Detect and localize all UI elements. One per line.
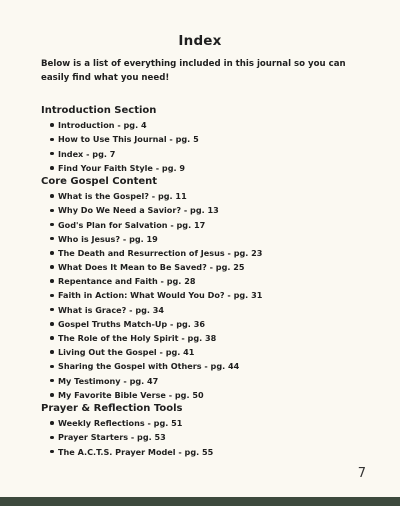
toc-entry (41, 118, 371, 132)
toc-entry (41, 416, 371, 430)
toc-entry-text: Faith in Action: What Would You Do? - pg. 31 (58, 290, 263, 301)
toc-entry (41, 147, 371, 161)
bullet-icon (50, 308, 54, 312)
page-title: Index (178, 33, 222, 49)
toc-entry (41, 303, 371, 317)
bullet-icon (50, 223, 54, 227)
toc-entry (41, 246, 371, 260)
toc-entry-text: What is the Gospel? - pg. 11 (58, 191, 187, 202)
bullet-icon (50, 350, 54, 354)
toc-entry (41, 445, 371, 459)
bullet-icon (50, 194, 54, 198)
bullet-icon (50, 393, 54, 397)
toc-entry (41, 203, 371, 217)
bullet-icon (50, 336, 54, 340)
toc-entry (41, 218, 371, 232)
toc-entry (41, 317, 371, 331)
bullet-icon (50, 209, 54, 213)
bullet-icon (50, 421, 54, 425)
toc-entry-text: Prayer Starters - pg. 53 (58, 432, 166, 443)
page-number: 7 (357, 466, 366, 481)
toc-entry-text: My Favorite Bible Verse - pg. 50 (58, 389, 204, 400)
toc-entry (41, 274, 371, 288)
toc-entry (41, 260, 371, 274)
bullet-icon (50, 322, 54, 326)
toc-section-core-gospel (41, 175, 371, 402)
toc-entry (41, 430, 371, 444)
section-item-list (41, 416, 371, 459)
section-item-list (41, 118, 371, 175)
toc-entry-text: What Does It Mean to Be Saved? - pg. 25 (58, 262, 245, 273)
toc-entry (41, 161, 371, 175)
toc-entry (41, 388, 371, 402)
bullet-icon (50, 138, 54, 142)
toc-entry-text: Weekly Reflections - pg. 51 (58, 418, 183, 429)
bullet-icon (50, 365, 54, 369)
toc-entry (41, 232, 371, 246)
bullet-icon (50, 152, 54, 156)
toc-entry-text: Sharing the Gospel with Others - pg. 44 (58, 361, 240, 372)
toc-entry-text: Living Out the Gospel - pg. 41 (58, 347, 195, 358)
section-heading: Prayer & Reflection Tools (41, 402, 183, 414)
bullet-icon (50, 279, 54, 283)
bullet-icon (50, 436, 54, 440)
toc-entry-text: The Role of the Holy Spirit - pg. 38 (58, 333, 217, 343)
toc-entry-text: Introduction - pg. 4 (58, 120, 147, 131)
toc-section-introduction (41, 104, 371, 175)
toc-entry (41, 132, 371, 146)
footer-bar (0, 497, 400, 506)
toc-entry (41, 331, 371, 345)
toc-entry-text: Index - pg. 7 (58, 148, 116, 159)
toc-entry (41, 374, 371, 388)
toc-entry (41, 288, 371, 302)
intro-text: Below is a list of everything included in this journal so you can easily find what you need! (41, 59, 346, 83)
bullet-icon (50, 166, 54, 170)
table-of-contents (41, 104, 371, 459)
bullet-icon (50, 237, 54, 241)
toc-entry-text: Find Your Faith Style - pg. 9 (58, 162, 186, 173)
toc-entry-text: Why Do We Need a Savior? - pg. 13 (58, 205, 219, 216)
toc-entry (41, 189, 371, 203)
section-item-list (41, 189, 371, 402)
toc-entry-text: What is Grace? - pg. 34 (58, 304, 165, 315)
section-heading: Core Gospel Content (41, 175, 158, 187)
bullet-icon (50, 450, 54, 454)
toc-section-prayer-reflection (41, 402, 371, 459)
bullet-icon (50, 123, 54, 127)
toc-entry-text: The Death and Resurrection of Jesus - pg. 23 (58, 247, 263, 258)
toc-entry (41, 359, 371, 373)
bullet-icon (50, 251, 54, 255)
section-heading: Introduction Section (41, 105, 157, 116)
toc-entry-text: My Testimony - pg. 47 (58, 375, 159, 386)
toc-entry-text: How to Use This Journal - pg. 5 (58, 134, 199, 145)
bullet-icon (50, 265, 54, 269)
toc-entry-text: God's Plan for Salvation - pg. 17 (58, 219, 206, 230)
toc-entry-text: Gospel Truths Match-Up - pg. 36 (58, 318, 205, 329)
toc-entry-text: Who is Jesus? - pg. 19 (58, 233, 158, 244)
toc-entry (41, 345, 371, 359)
bullet-icon (50, 294, 54, 298)
bullet-icon (50, 379, 54, 383)
toc-entry-text: Repentance and Faith - pg. 28 (58, 276, 196, 287)
toc-entry-text: The A.C.T.S. Prayer Model - pg. 55 (58, 446, 214, 457)
